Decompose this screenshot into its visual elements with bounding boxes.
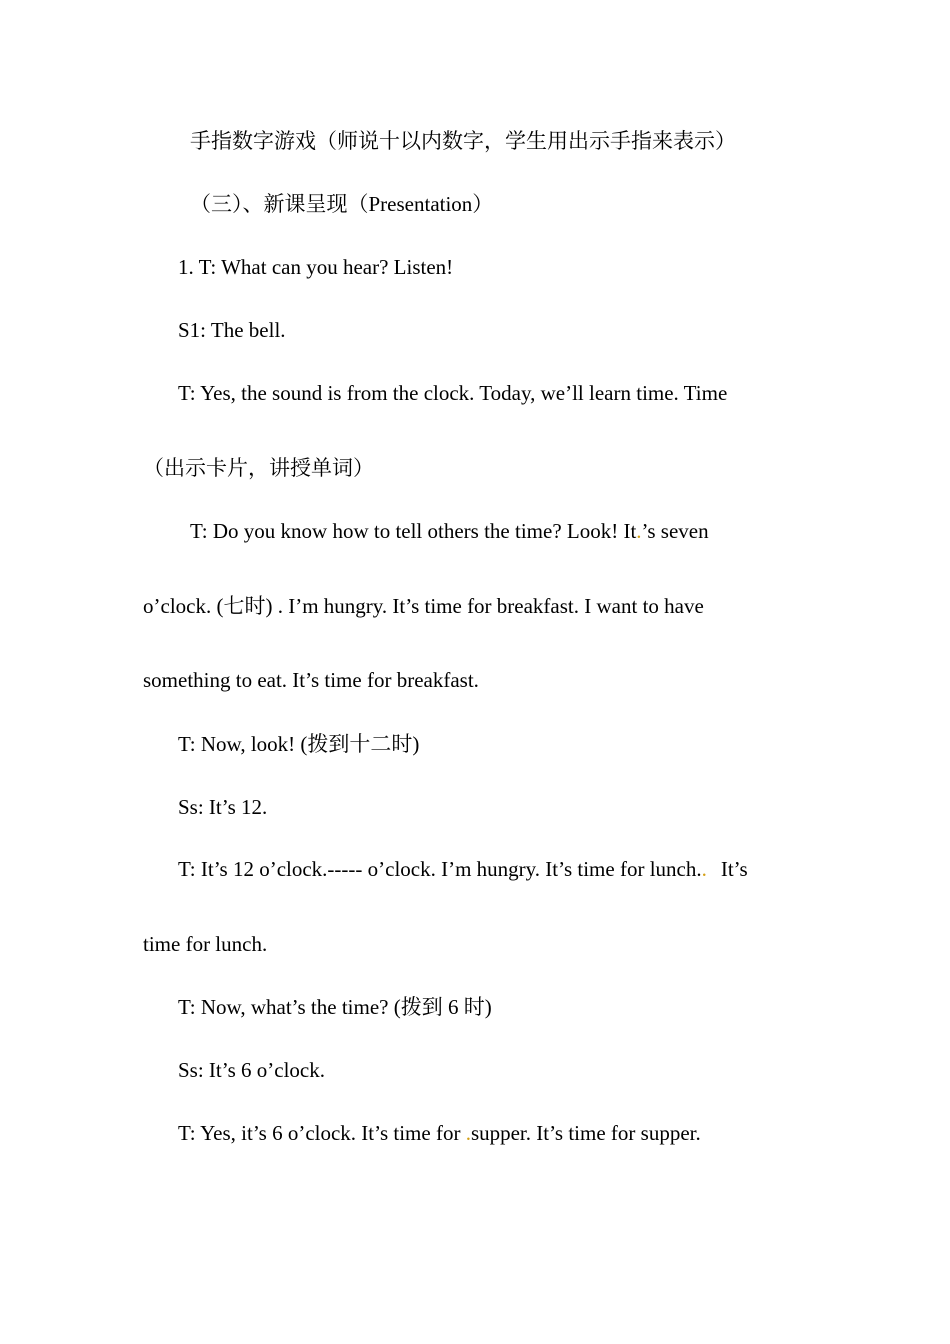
text-line-something-to-eat: something to eat. It’s time for breakfast. bbox=[143, 668, 479, 692]
text-line-seven-oclock: o’clock. (七时) . I’m hungry. It’s time for breakfast. I want to have bbox=[143, 594, 704, 618]
text-line-show-card: （出示卡片，讲授单词） bbox=[143, 456, 374, 480]
text-line-s1-bell: S1: The bell. bbox=[178, 318, 286, 342]
highlight-mark: . bbox=[701, 857, 707, 881]
highlight-mark: . bbox=[465, 1121, 471, 1145]
text-segment: supper. It’s time for supper. bbox=[470, 1121, 701, 1145]
text-line-twelve-oclock bbox=[178, 856, 748, 882]
text-line-time-for-lunch: time for lunch. bbox=[143, 932, 268, 956]
text-line-finger-game: 手指数字游戏（师说十以内数字，学生用出示手指来表示） bbox=[190, 129, 736, 153]
text-line-six-oclock: Ss: It’s 6 o’clock. bbox=[178, 1058, 325, 1082]
text-line-whats-the-time: T: Now, what’s the time? (拨到 6 时) bbox=[178, 995, 492, 1019]
text-segment: T: Yes, it’s 6 o’clock. It’s time for bbox=[178, 1121, 466, 1145]
text-line-teacher-listen: 1. T: What can you hear? Listen! bbox=[178, 255, 454, 279]
text-segment: It’s bbox=[720, 857, 748, 881]
text-line-teacher-clock: T: Yes, the sound is from the clock. Today, we’ll learn time. Time bbox=[178, 381, 728, 405]
text-line-teacher-look: T: Now, look! (拨到十二时) bbox=[178, 732, 420, 756]
text-segment: ’s seven bbox=[641, 519, 709, 543]
text-segment: T: Do you know how to tell others the time? Look! It bbox=[190, 519, 637, 543]
text-segment: T: It’s 12 o’clock.----- o’clock. I’m hungry. It’s time for lunch. bbox=[178, 857, 702, 881]
text-line-ss-twelve: Ss: It’s 12. bbox=[178, 795, 268, 819]
section-heading-presentation: （三）、新课呈现（Presentation） bbox=[190, 192, 494, 216]
highlight-mark: . bbox=[636, 519, 642, 543]
text-line-teacher-tell-time bbox=[190, 518, 709, 544]
text-line-supper bbox=[178, 1120, 701, 1146]
